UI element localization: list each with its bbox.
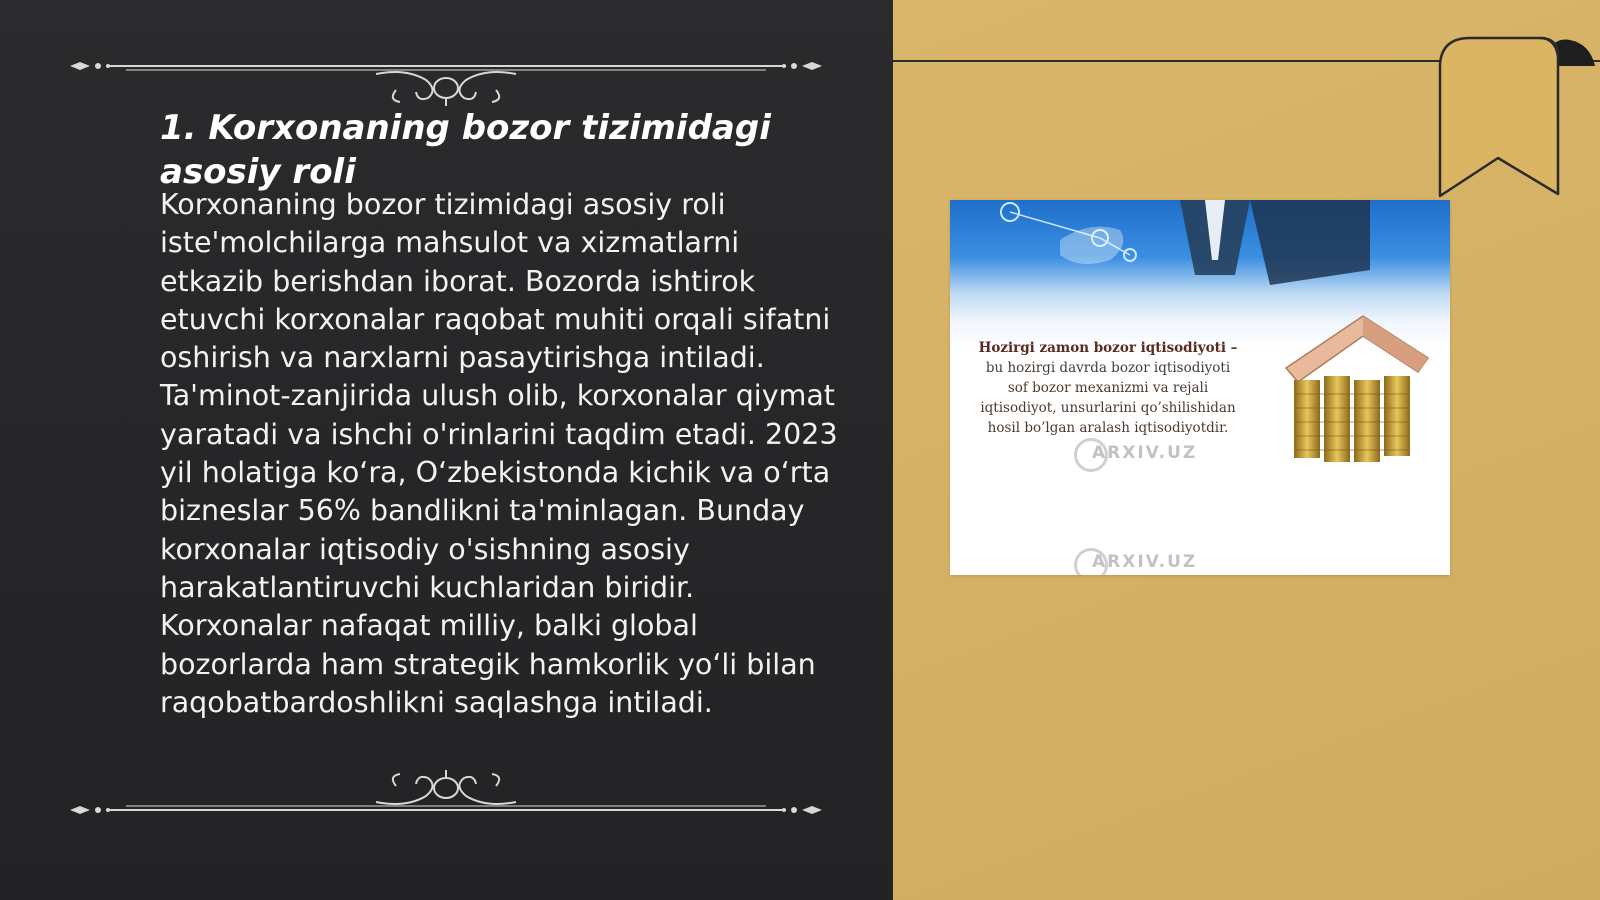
ornament-divider-icon [66,46,826,106]
coin-house-icon [1268,310,1433,470]
business-suit-graphic [950,200,1450,320]
market-economy-image [950,200,1450,575]
bookmark-ribbon-icon [1430,36,1600,206]
image-caption-text: bu hozirgi davrda bozor iqtisodiyoti sof bozor mexanizmi va rejali iqtisodiyot, unsurlarini qo’shilishidan hosil bo’lgan aralash iqtisodiyotdir. [980,360,1236,436]
slide-body-text: Korxonaning bozor tizimidagi asosiy roli iste'molchilarga mahsulot va xizmatlarni etkazib berishdan iborat. Bozorda ishtirok etuvchi korxonalar raqobat muhiti orqali sifatni oshirish va narxlarni pasaytirishga intiladi. Ta'minot-zanjirida ulush olib, korxonalar qiymat yaratadi va ishchi o'rinlarini taqdim etadi. 2023 yil holatiga ko‘ra, O‘zbekistonda kichik va o‘rta bizneslar 56% bandlikni ta'minlagan. Bunday korxonalar iqtisodiy o'sishning asosiy harakatlantiruvchi kuchlaridan biridir. Korxonalar nafaqat milliy, balki global bozorlarda ham strategik hamkorlik yo‘li bilan raqobatbardoshlikni saqlashga intiladi. [160,188,838,719]
slide-title: 1. Korxonaning bozor tizimidagi asosiy roli [160,108,771,192]
watermark-2: ARXIV.UZ [1092,552,1198,572]
ornament-divider-icon [66,770,826,830]
watermark-1: ARXIV.UZ [1092,443,1198,463]
image-caption-lead: Hozirgi zamon bozor iqtisodiyoti – [978,340,1238,356]
image-caption [978,338,1238,438]
